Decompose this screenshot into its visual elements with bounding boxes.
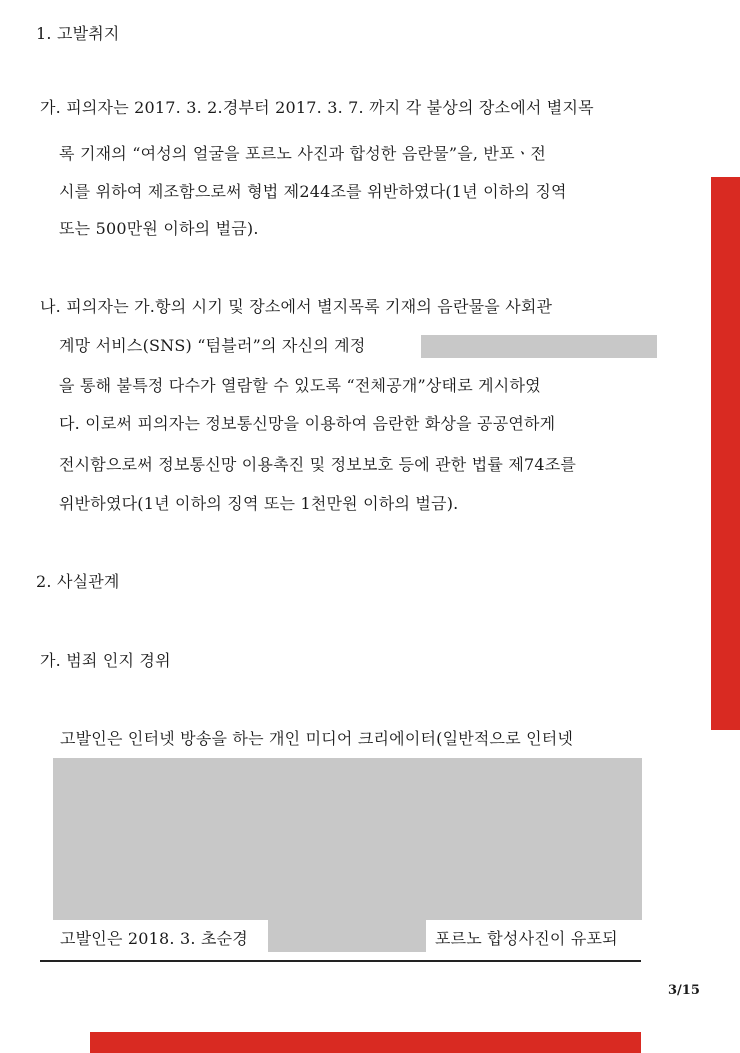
paragraph-line: 록 기재의 “여성의 얼굴을 포르노 사진과 합성한 음란물”을, 반포ㆍ전 xyxy=(59,144,547,163)
paragraph-line: 나. 피의자는 가.항의 시기 및 장소에서 별지목록 기재의 음란물을 사회관 xyxy=(40,297,553,316)
fact-paragraph-line-right: 포르노 합성사진이 유포되 xyxy=(435,929,618,948)
redacted-block xyxy=(53,758,642,920)
fact-paragraph-line-left: 고발인은 2018. 3. 초순경 xyxy=(60,929,248,948)
footer-rule xyxy=(40,960,641,962)
red-side-bar xyxy=(711,177,740,730)
section-2-heading: 2. 사실관계 xyxy=(36,572,120,591)
paragraph-line: 을 통해 불특정 다수가 열람할 수 있도록 “전체공개”상태로 게시하였 xyxy=(59,376,541,395)
section-1-heading: 1. 고발취지 xyxy=(36,24,120,43)
paragraph-line: 시를 위하여 제조함으로써 형법 제244조를 위반하였다(1년 이하의 징역 xyxy=(59,182,567,201)
paragraph-line: 가. 피의자는 2017. 3. 2.경부터 2017. 3. 7. 까지 각 불상의 장소에서 별지목 xyxy=(40,98,594,117)
redacted-account xyxy=(421,335,657,358)
fact-paragraph-line: 고발인은 인터넷 방송을 하는 개인 미디어 크리에이터(일반적으로 인터넷 xyxy=(60,729,574,748)
page-number: 3/15 xyxy=(668,983,700,998)
paragraph-line: 전시함으로써 정보통신망 이용촉진 및 정보보호 등에 관한 법률 제74조를 xyxy=(59,455,577,474)
paragraph-line: 다. 이로써 피의자는 정보통신망을 이용하여 음란한 화상을 공공연하게 xyxy=(59,414,556,433)
paragraph-line: 또는 500만원 이하의 벌금). xyxy=(59,219,259,238)
paragraph-line: 위반하였다(1년 이하의 징역 또는 1천만원 이하의 벌금). xyxy=(59,494,459,513)
subsection-heading: 가. 범죄 인지 경위 xyxy=(40,651,171,670)
redacted-inline xyxy=(268,920,426,952)
paragraph-line: 계망 서비스(SNS) “텀블러”의 자신의 계정 xyxy=(59,336,366,355)
red-bottom-bar xyxy=(90,1032,641,1053)
